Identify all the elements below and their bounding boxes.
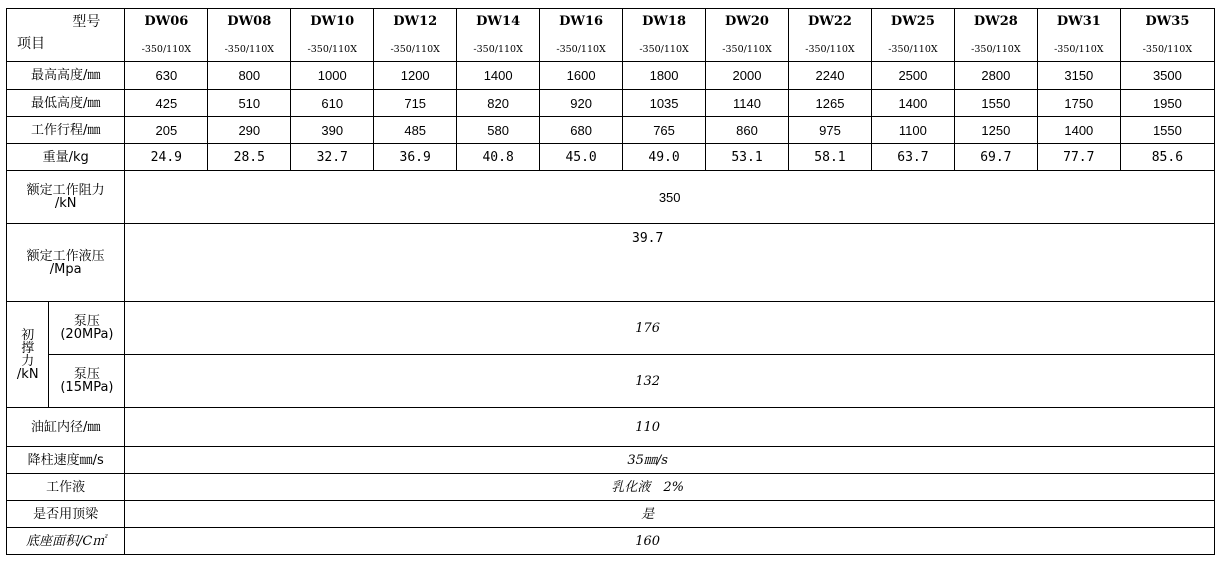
table-cell: 58.1 — [788, 144, 871, 171]
row-label-rated-resistance: 额定工作阻力 /kN — [7, 171, 125, 224]
sub-label-pump-20mpa: 泵压 (20MPa) — [49, 302, 125, 355]
speed-value: 35㎜/s — [125, 447, 1215, 474]
table-row — [7, 501, 1215, 528]
model-header-8: DW22 -350/110X — [788, 9, 871, 62]
row-label-rated-pressure: 额定工作液压 /Mpa — [7, 224, 125, 302]
model-header-5: DW16 -350/110X — [540, 9, 623, 62]
table-cell: 485 — [374, 117, 457, 144]
table-cell: 630 — [125, 62, 208, 90]
table-cell: 1265 — [788, 90, 871, 117]
table-row — [7, 90, 1215, 117]
model-header-4: DW14 -350/110X — [457, 9, 540, 62]
table-cell: 32.7 — [291, 144, 374, 171]
table-cell: 820 — [457, 90, 540, 117]
model-header-1: DW08 -350/110X — [208, 9, 291, 62]
table-cell: 36.9 — [374, 144, 457, 171]
table-cell: 1000 — [291, 62, 374, 90]
table-cell: 765 — [623, 117, 706, 144]
table-cell: 28.5 — [208, 144, 291, 171]
table-cell: 1200 — [374, 62, 457, 90]
table-cell: 510 — [208, 90, 291, 117]
table-cell: 1550 — [954, 90, 1037, 117]
model-header-12: DW35 -350/110X — [1120, 9, 1214, 62]
table-row — [7, 447, 1215, 474]
initial-force-20mpa-value: 176 — [125, 302, 1215, 355]
table-cell: 610 — [291, 90, 374, 117]
table-cell: 680 — [540, 117, 623, 144]
row-label-speed: 降柱速度㎜/s — [7, 447, 125, 474]
sub-label-pump-15mpa: 泵压 (15MPa) — [49, 355, 125, 408]
table-cell: 425 — [125, 90, 208, 117]
table-cell: 860 — [706, 117, 789, 144]
row-label-initial-force: 初 撑 力 /kN — [7, 302, 49, 408]
table-cell: 580 — [457, 117, 540, 144]
model-header-0: DW06 -350/110X — [125, 9, 208, 62]
table-cell: 390 — [291, 117, 374, 144]
header-corner-cell — [7, 9, 125, 62]
fluid-value: 乳化液 2% — [125, 474, 1215, 501]
row-label-top-beam: 是否用顶梁 — [7, 501, 125, 528]
table-cell: 1400 — [1037, 117, 1120, 144]
model-header-3: DW12 -350/110X — [374, 9, 457, 62]
model-header-11: DW31 -350/110X — [1037, 9, 1120, 62]
table-cell: 53.1 — [706, 144, 789, 171]
table-cell: 1400 — [871, 90, 954, 117]
table-cell: 69.7 — [954, 144, 1037, 171]
base-area-value: 160 — [125, 528, 1215, 555]
rated-resistance-value: 350 — [125, 171, 1215, 224]
top-beam-value: 是 — [125, 501, 1215, 528]
table-cell: 45.0 — [540, 144, 623, 171]
table-cell: 1140 — [706, 90, 789, 117]
header-item-label: 项目 — [17, 36, 45, 52]
model-header-6: DW18 -350/110X — [623, 9, 706, 62]
row-label-max-height: 最高高度/㎜ — [7, 62, 125, 90]
table-cell: 975 — [788, 117, 871, 144]
table-row — [7, 528, 1215, 555]
model-header-7: DW20 -350/110X — [706, 9, 789, 62]
model-header-2: DW10 -350/110X — [291, 9, 374, 62]
table-cell: 24.9 — [125, 144, 208, 171]
table-cell: 40.8 — [457, 144, 540, 171]
row-label-bore: 油缸内径/㎜ — [7, 408, 125, 447]
table-cell: 2240 — [788, 62, 871, 90]
table-cell: 2000 — [706, 62, 789, 90]
table-cell: 920 — [540, 90, 623, 117]
table-cell: 85.6 — [1120, 144, 1214, 171]
table-cell: 77.7 — [1037, 144, 1120, 171]
table-cell: 715 — [374, 90, 457, 117]
table-row — [7, 224, 1215, 302]
header-row — [7, 9, 1215, 62]
table-cell: 3500 — [1120, 62, 1214, 90]
table-row — [7, 62, 1215, 90]
table-cell: 800 — [208, 62, 291, 90]
row-label-fluid: 工作液 — [7, 474, 125, 501]
table-cell: 3150 — [1037, 62, 1120, 90]
table-cell: 1100 — [871, 117, 954, 144]
row-label-base-area: 底座面积/C㎡ — [7, 528, 125, 555]
table-cell: 2500 — [871, 62, 954, 90]
table-row — [7, 355, 1215, 408]
table-cell: 1250 — [954, 117, 1037, 144]
table-cell: 1550 — [1120, 117, 1214, 144]
table-cell: 1035 — [623, 90, 706, 117]
bore-value: 110 — [125, 408, 1215, 447]
row-label-weight: 重量/kg — [7, 144, 125, 171]
table-cell: 1800 — [623, 62, 706, 90]
header-model-label: 型号 — [72, 14, 101, 30]
model-header-9: DW25 -350/110X — [871, 9, 954, 62]
model-header-10: DW28 -350/110X — [954, 9, 1037, 62]
table-cell: 1950 — [1120, 90, 1214, 117]
table-cell: 1600 — [540, 62, 623, 90]
table-row — [7, 474, 1215, 501]
spec-table — [6, 8, 1215, 555]
table-row — [7, 117, 1215, 144]
table-row — [7, 144, 1215, 171]
table-cell: 290 — [208, 117, 291, 144]
row-label-min-height: 最低高度/㎜ — [7, 90, 125, 117]
table-cell: 63.7 — [871, 144, 954, 171]
rated-pressure-value: 39.7 — [125, 224, 1215, 302]
table-cell: 49.0 — [623, 144, 706, 171]
row-label-stroke: 工作行程/㎜ — [7, 117, 125, 144]
table-row — [7, 171, 1215, 224]
table-cell: 205 — [125, 117, 208, 144]
initial-force-15mpa-value: 132 — [125, 355, 1215, 408]
table-cell: 1750 — [1037, 90, 1120, 117]
table-cell: 2800 — [954, 62, 1037, 90]
table-row — [7, 302, 1215, 355]
table-row — [7, 408, 1215, 447]
table-cell: 1400 — [457, 62, 540, 90]
